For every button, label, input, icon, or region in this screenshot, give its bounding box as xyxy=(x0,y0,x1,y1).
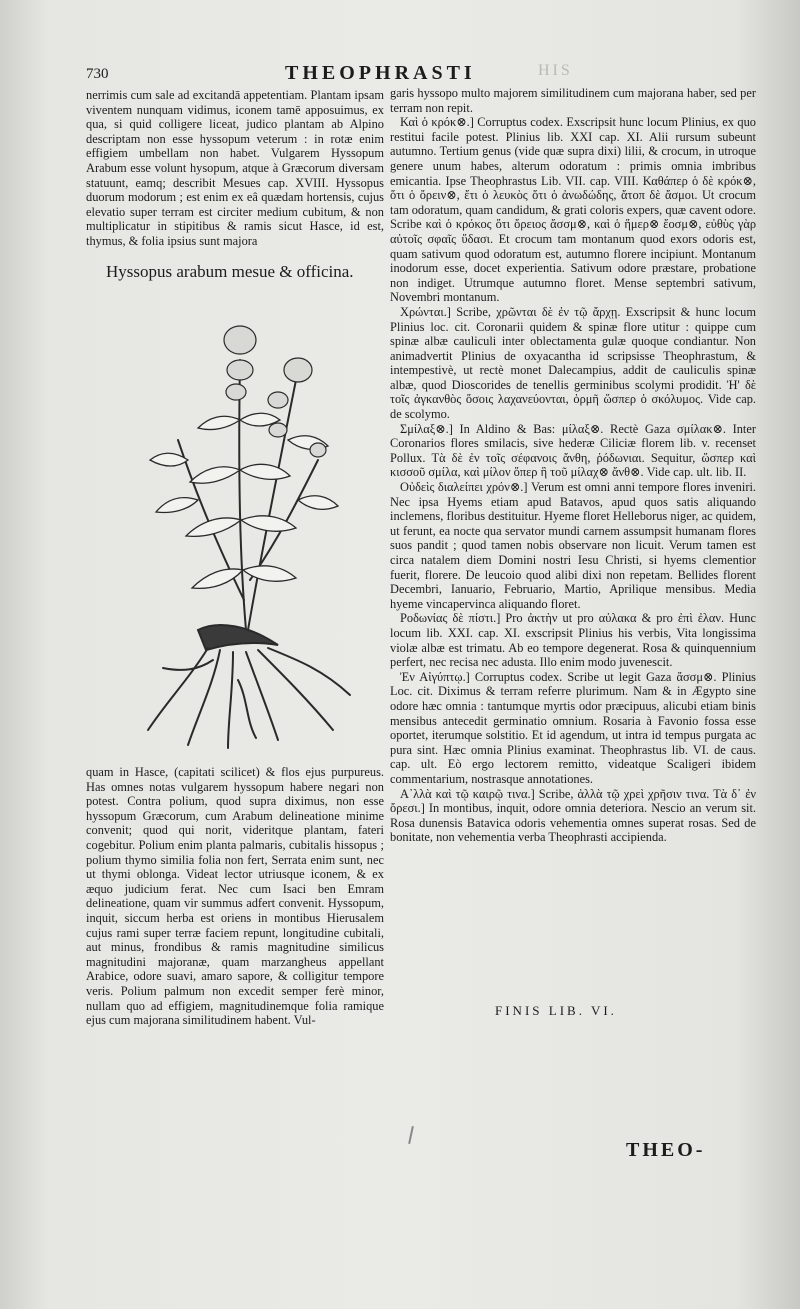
right-paragraph: Α᾽λλὰ καὶ τῷ καιρῷ τινα.] Scribe, ἀλλὰ τῷ χρεὶ χρῆσιν τινα. Τὰ δ᾽ ἐν ὄρεσι.] In montibus, inquit, odore omnia deteriora. Nescio an verum sit. Rosa dunensis Batavica odoris vehementia omnes superat rosas. Sed de bonitate, non vehementia verba Theophrasti accipienda. xyxy=(390,786,756,845)
right-paragraph: garis hyssopo multo majorem similitudinem cum majorana haber, sed per terram non repit. xyxy=(390,86,756,115)
left-top-paragraph: nerrimis cum sale ad excitandā appetentiam. Plantam ipsam viventem nunquam vidimus, iconem tamē apposuimus, ex qua, si quid colligere liceat, judico plantam ab Alpino descriptam non esse hyssopum veterum : in rotæ enim effigiem umbellam non habet. Vulgarem Hyssopum Arabum esse volunt hysopum, atque à Græcorum diversam statuunt, eamq; describit Mesues cap. XVIII. Hyssopus duorum modorum ; est enim ex eâ quædam hortensis, cujus elevatio super terram est circiter medium cubitum, & non multiplicatur in stipitibus & ramis sicut Hasce, id est, thymus, & folia ipsius sunt majora xyxy=(86,88,384,248)
left-column-bottom xyxy=(86,765,384,1028)
right-column xyxy=(390,86,756,845)
page-number: 730 xyxy=(86,66,109,82)
finis-line: FINIS LIB. VI. xyxy=(495,1003,617,1018)
right-paragraph: Σμίλαξ⊗.] In Aldino & Bas: μίλαξ⊗. Rectè Gaza σμίλακ⊗. Inter Coronarios flores smilacis, sive hederæ Ciliciæ florem lib. v. recenset Pollux. Τὰ δὲ ἐν τοῖς σέφανοις ἄνθη, ῥόδωνιαι. Sequitur, ὥσπερ καὶ κισσοῦ σμίλα, καὶ μίλον ὅπερ ἣ τοῦ μίλαχ⊗ ἄνθ⊗. Vide cap. ult. lib. II. xyxy=(390,421,756,480)
show-through-title: HIS xyxy=(538,62,573,79)
hyssop-plant-woodcut xyxy=(128,300,358,750)
left-bottom-paragraph: quam in Hasce, (capitati scilicet) & flos ejus purpureus. Has omnes notas vulgarem hyssopum habere negari non potest. Contra polium, quod supra diximus, non esse hyssopum Græcorum, cum Arabum delineatione minime convenit; quod qui norit, videritque plantam, fateri cogebitur. Polium enim planta palmaris, cubitalis hissopus ; polium thymo similia folia non fert, Serrata enim sunt, nec ut thymi oblonga. Videat lector utriusque iconem, & ex æquo judicium ferat. Nec cum Isaci ben Emram delineatione, quam vir summus adfert convenit. Hyssopum, inquit, siccum herba est oriens in montibus Hierusalem cujus rami super terræ faciem repunt, longitudine cubitali, aut minus, frondibus & ramis magnitudine similicus magnitudini majoranæ, quam marzangheus appellant Arabice, odore suavi, amaro sapore, & colligitur tempore veris. Polium palmum non excedit semper ferè minor, nullam quo ad effigiem, magnitudinemque folia ramique ejus cum majorana similitudinem habent. Vul- xyxy=(86,765,384,1028)
right-paragraph: Ἐν Αἰγύπτῳ.] Corruptus codex. Scribe ut legit Gaza ἄσσμ⊗. Plinius Loc. cit. Diximus & terram referre plurimum. Nam & in Ægypto sine odore hæc omnia : tantumque myrtis odor præcipuus, alicubi etiam binis mensibus antecedit germinatio omnium. Rosaria à Favonio fossa esse oportet, iterumque solstitio. Et id agendum, ut intra id tempus purgata ac pura sint. Hæc omnia Plinius examinat. Theophrastus lib. VI. de caus. cap. ult. Eò ergo lectorem remitto, videatque Scaligeri ibidem commentarium, nostrasque annotationes. xyxy=(390,669,756,786)
right-paragraph: Οὐδεὶς διαλείπει χρόν⊗.] Verum est omni anni tempore flores inveniri. Nec ipsa Hyems etiam apud Batavos, apud quos satis aliquando inclemens, floribus destituitur. Hyeme floret Helleborus niger, ac quidem, ut ferunt, ea nocte qua servator mundi carnem assumpsit humanam flores suos pandit ; quod tamen nobis observare non licuit. Verum tamen est circa natalem diem Domini nostri Iesu Christi, si hyems clementior fuerit, florere. De leucoio quod alibi dixi non repetam. Bellides florent Decembri, Ianuario, Februario, Martio, Aprilique mensibus. Media hyeme vincapervinca aliquando floret. xyxy=(390,480,756,611)
running-title: THEOPHRASTI xyxy=(285,62,476,84)
left-column-top xyxy=(86,88,384,249)
right-paragraph: Καὶ ὁ κρόκ⊗.] Corruptus codex. Exscripsit hunc locum Plinius, ex quo restitui facile potest. Plinius lib. XXI cap. XI. Alii rursum subeunt autumno. Tertium genus (vide quæ supra dixi) lilii, & crocum, in utroque genere unum habes, alterum odoratum : primis omnia imbribus emicantia. Ipse Theophrastus Lib. VII. cap. VIII. Καθάπερ ὁ δὲ κρόκ⊗, ὅτι ὁ ὄρειν⊗, ἔτι ὁ λευκὸς ὅτι ὁ ἀνωδώδης, ἄτοπ δὲ ἄσμοι. Ut crocum tam odoratum, quam candidum, & grati coloris expers, quæ cavent odore. Scribe καὶ ὁ κρόκος ὅτι ὄρειος ἄσσμ⊗, καὶ ὁ ἥμερ⊗ ἔοσμ⊗, εὐθὺς γὰρ αὐτοῖς σφαῖς ὕδασι. Et crocum tam montanum quod exors odoris est, quam sativum quod odoratum est, autumno florere incipiunt. Montanum inodorum esse, docet experientia. Sativum odore præstare, probatione non indiget. Utrumque autumno floret. Mense septembri sativum, Novembri montanum. xyxy=(390,115,756,305)
catchword: THEO- xyxy=(626,1139,706,1161)
figure-caption: Hyssopus arabum mesue & officina. xyxy=(106,262,354,281)
stray-mark xyxy=(408,1126,414,1144)
right-paragraph: Ροδωνίας δὲ πίστι.] Pro ἀκτὴν ut pro αὐλακα & pro ἐπὶ ἐλαν. Hunc locum lib. XXI. cap. XI. exscripsit Plinius his verbis, Vita longissima violæ albæ est trimatu. Ab eo tempore degenerat. Rosa & quinquennium perfert, nec recisa nec adusta. Illo enim modo juvenescit. xyxy=(390,611,756,670)
right-paragraph: Χρώνται.] Scribe, χρῶνται δὲ ἐν τῷ ἄρχῃ. Exscripsit & hunc locum Plinius loc. cit. Coronarii quidem & spinæ flore utitur : quippe cum spinæ albæ cauliculi inter oblectamenta gulæ quoque condiantur. Non animadvertit Plinius de oxyacantha id scripsisse Theophrastum, & intempestivè, ut rectè monet Dalecampius, addit de cauliculis spinæ albæ, quod Dioscorides de tenellis germinibus scolymi prodidit. Ἠ' δὲ τοῖς ἀγκανθὸς ὅσοις λαχανεύονται, ὁρμῆ ὥσπερ ὁ σκόλυμος. Vide cap. de scolymo. xyxy=(390,304,756,422)
